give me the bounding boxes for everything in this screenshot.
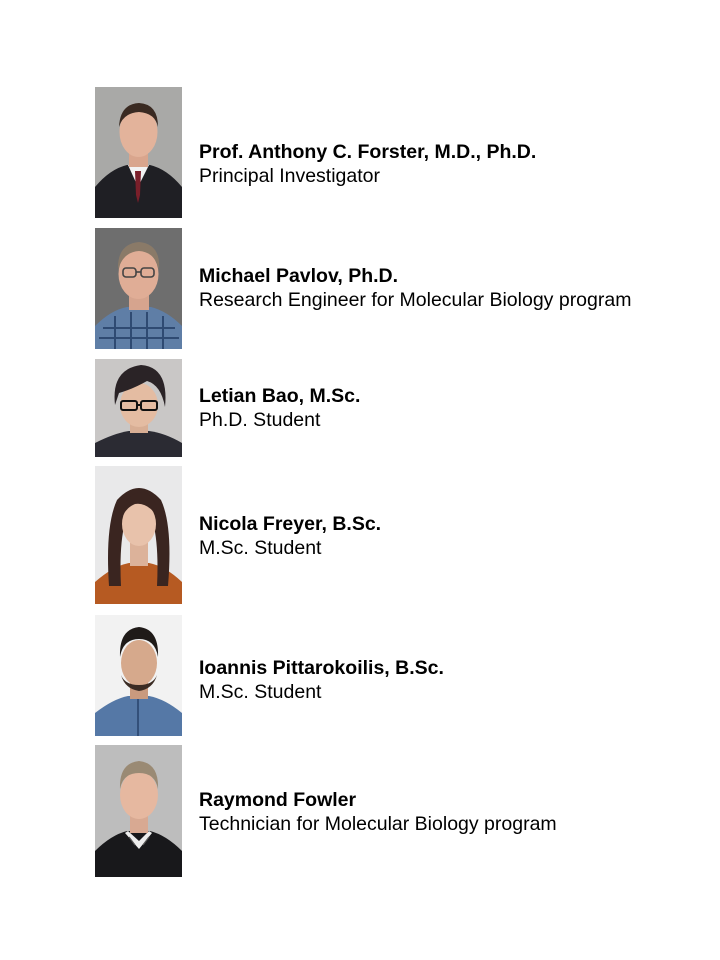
member-name: Prof. Anthony C. Forster, M.D., Ph.D. <box>199 141 537 163</box>
member-role: Ph.D. Student <box>199 409 321 431</box>
pavlov-portrait-photo <box>95 228 182 349</box>
member-name: Ioannis Pittarokoilis, B.Sc. <box>199 657 444 679</box>
member-name: Raymond Fowler <box>199 789 357 811</box>
fowler-portrait-photo <box>95 745 182 877</box>
member-role: M.Sc. Student <box>199 537 322 559</box>
member-name: Michael Pavlov, Ph.D. <box>199 265 399 287</box>
member-role: Principal Investigator <box>199 165 381 187</box>
member-role: Research Engineer for Molecular Biology program <box>199 289 632 311</box>
member-role: Technician for Molecular Biology program <box>199 813 557 835</box>
pittarokoilis-portrait-photo <box>95 615 182 736</box>
bao-portrait-photo <box>95 359 182 457</box>
member-name: Letian Bao, M.Sc. <box>199 385 361 407</box>
member-role: M.Sc. Student <box>199 681 322 703</box>
forster-portrait-photo <box>95 87 182 218</box>
member-name: Nicola Freyer, B.Sc. <box>199 513 382 535</box>
freyer-portrait-photo <box>95 466 182 604</box>
